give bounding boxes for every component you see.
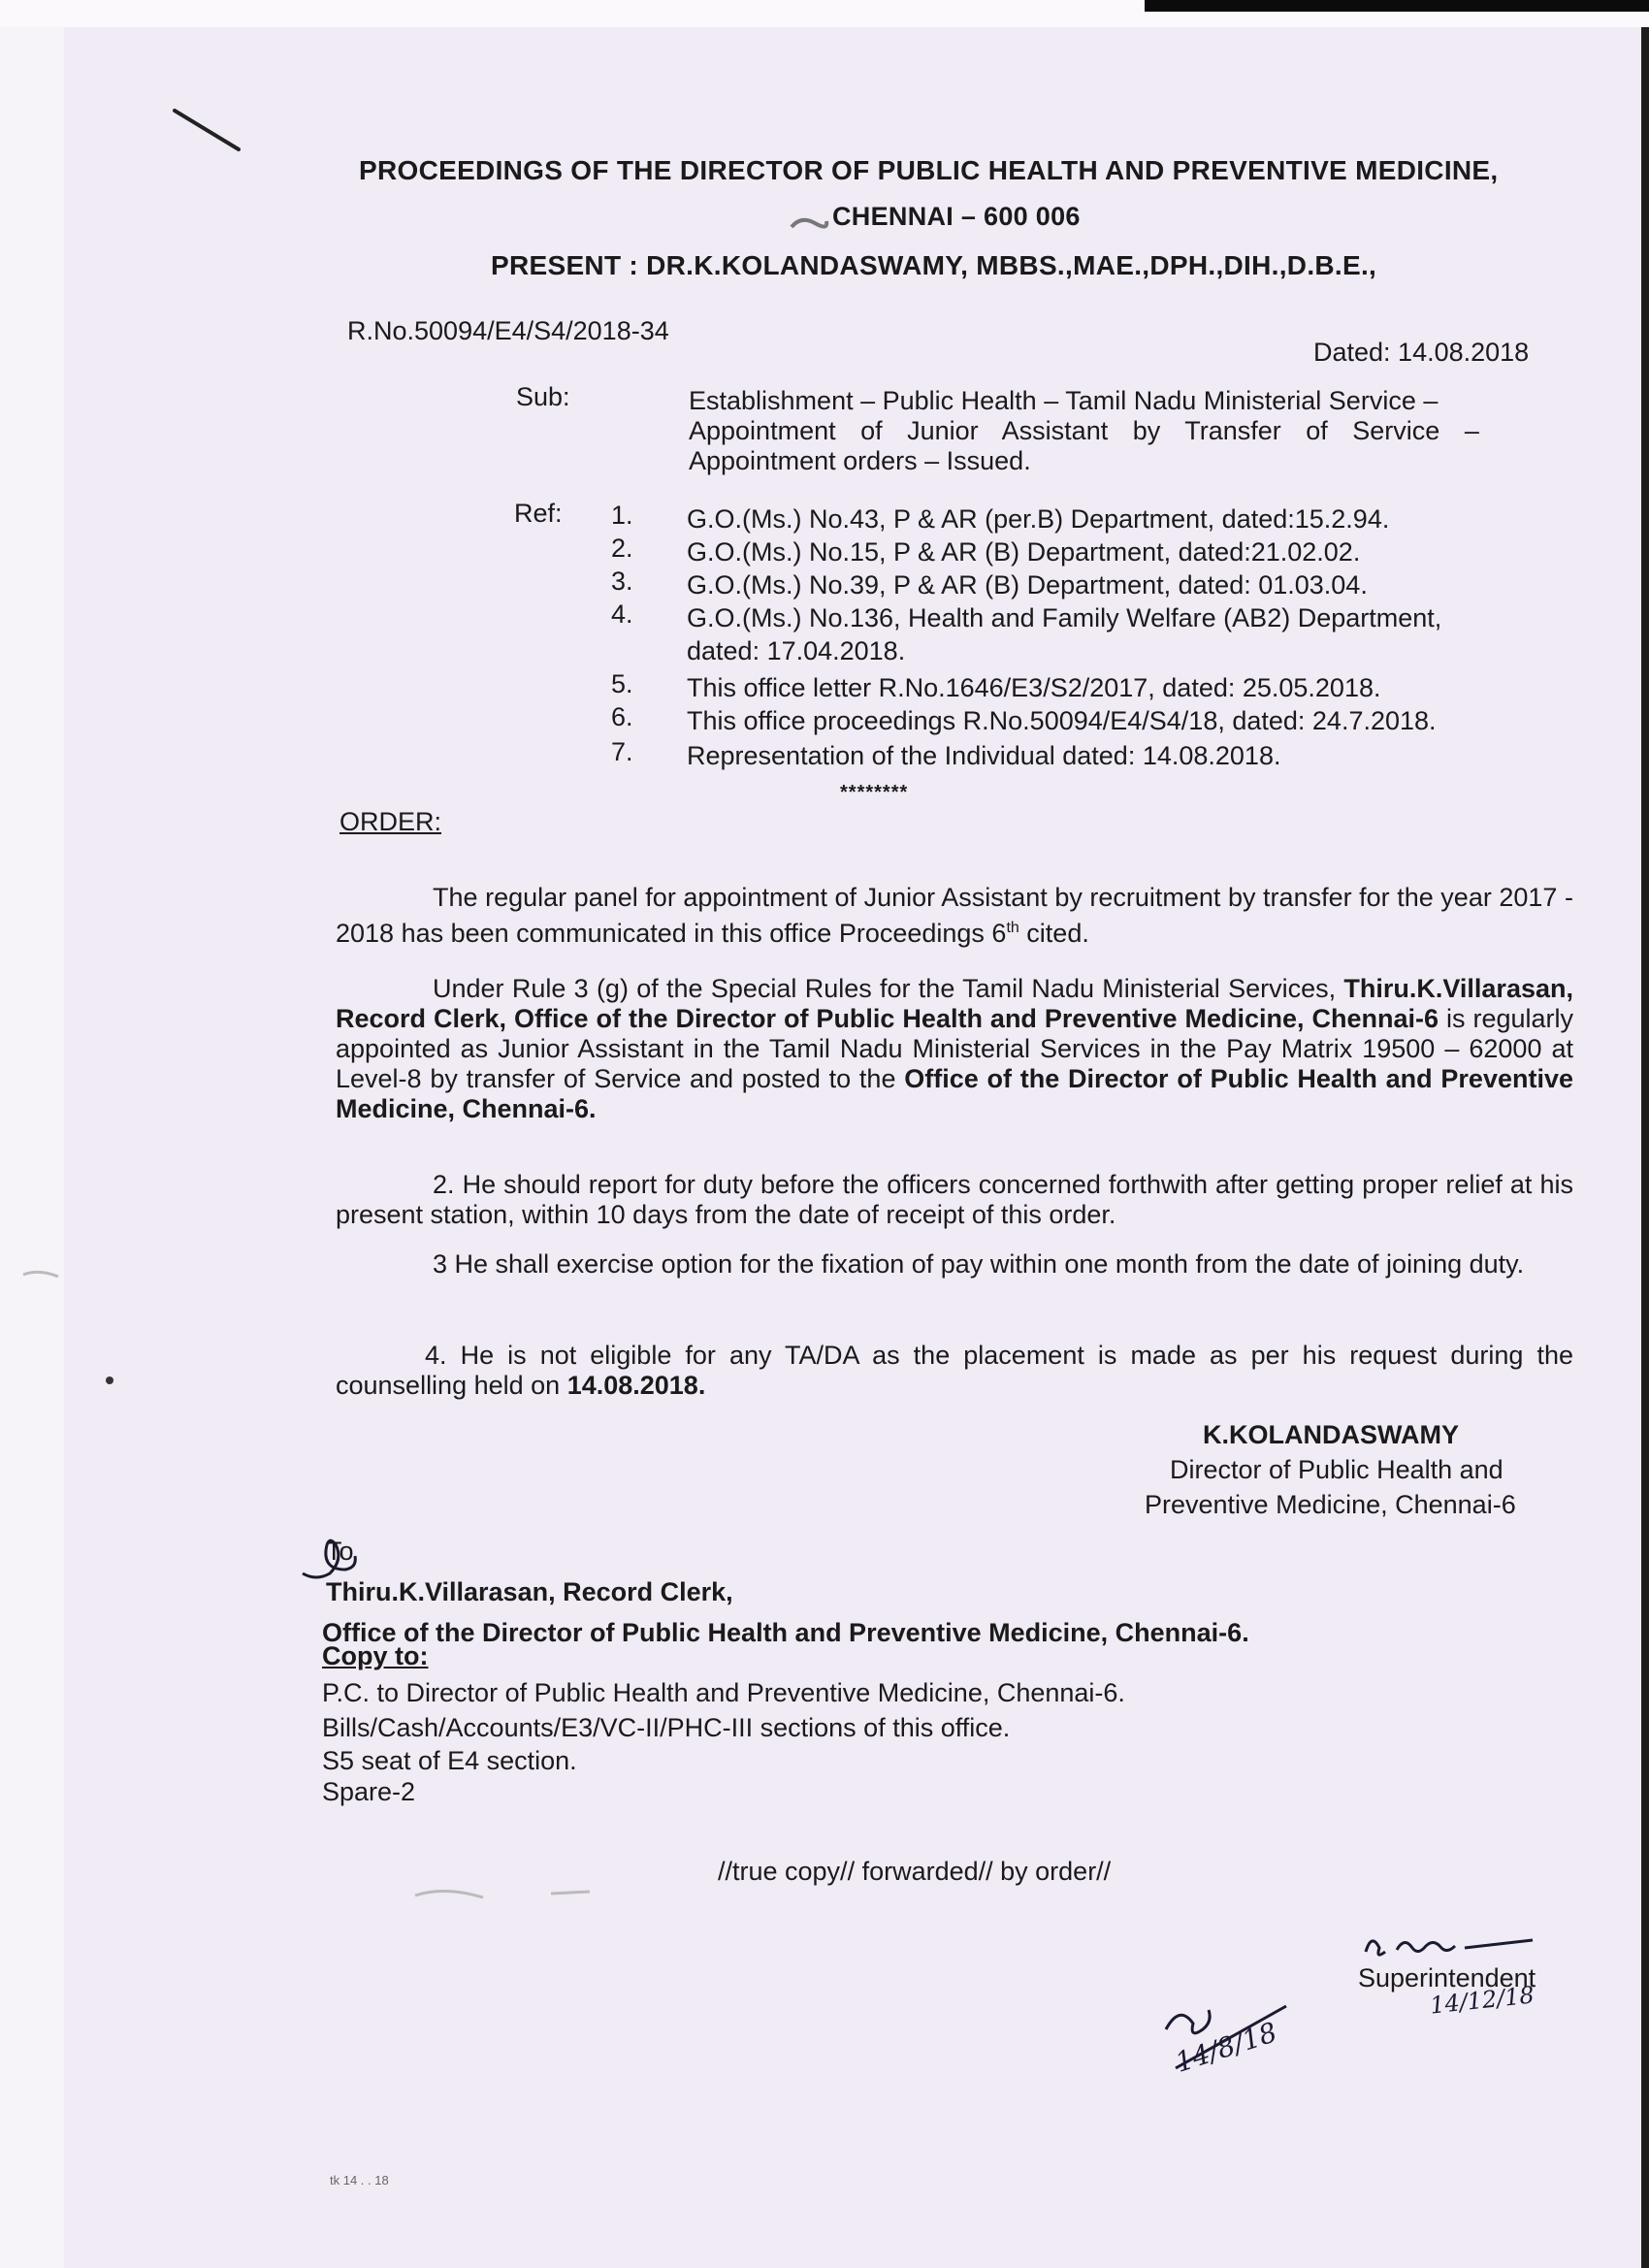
ref-num-2: 2.: [611, 534, 633, 563]
order-p2-text-mid: is regularly appointed as Junior Assistant in the Tamil Nadu Ministerial Services in the Pay Matrix 19500 – 62000 at Level-8 by transfer of Service and posted to the: [336, 1004, 1574, 1093]
true-copy-note: //true copy// forwarded// by order//: [718, 1857, 1112, 1886]
scan-left-border: [0, 27, 64, 2268]
recipient-office: Office of the Director of Public Health and Preventive Medicine, Chennai-6.: [322, 1618, 1249, 1647]
reference-number: R.No.50094/E4/S4/2018-34: [347, 316, 669, 345]
order-paragraph-3: 2. He should report for duty before the officers concerned forthwith after getting proper relief at his present station, within 10 days from the date of receipt of this order.: [336, 1170, 1573, 1229]
ref-text-7: Representation of the Individual dated: 14.08.2018.: [687, 741, 1281, 770]
order-p5-text: 4. He is not eligible for any TA/DA as the placement is made as per his request during the counselling held on: [336, 1341, 1573, 1400]
signatory-name: K.KOLANDASWAMY: [1203, 1420, 1459, 1449]
section-separator: ********: [840, 782, 909, 803]
proceedings-title-line1: PROCEEDINGS OF THE DIRECTOR OF PUBLIC HEALTH AND PREVENTIVE MEDICINE,: [359, 155, 1499, 185]
order-heading: ORDER:: [340, 807, 442, 836]
recipient-name: Thiru.K.Villarasan, Record Clerk,: [326, 1577, 733, 1606]
scan-dark-corner: [1145, 0, 1649, 12]
handwritten-date-initials: 14/8/18: [1171, 2016, 1281, 2079]
footer-file-mark: tk 14 . . 18: [330, 2173, 389, 2187]
ink-smudge-mark: [786, 208, 830, 237]
ref-text-1: G.O.(Ms.) No.43, P & AR (per.B) Department, dated:15.2.94.: [687, 504, 1390, 534]
order-p2-posting: Office of the Director of Public Health and Preventive Medicine, Chennai-6.: [336, 1064, 1573, 1123]
subject-text: [689, 386, 1562, 476]
copy-to-item-2: Bills/Cash/Accounts/E3/VC-II/PHC-III sections of this office.: [322, 1713, 1011, 1742]
subject-line-3: Appointment orders – Issued.: [689, 446, 1031, 475]
order-p2-appointee: Thiru.K.Villarasan, Record Clerk, Office of the Director of Public Health and Preventive Medicine, Chennai-6: [336, 974, 1573, 1033]
ref-num-4: 4.: [611, 599, 633, 629]
scan-right-edge: [1641, 27, 1649, 2268]
copy-to-item-4: Spare-2: [322, 1777, 416, 1806]
superintendent-title: Superintendent: [1358, 1963, 1536, 1993]
order-p1-text-end: cited.: [1018, 919, 1089, 948]
ref-text-2: G.O.(Ms.) No.15, P & AR (B) Department, dated:21.02.02.: [687, 537, 1361, 567]
order-p5-date: 14.08.2018.: [566, 1371, 706, 1400]
present-officer: PRESENT : DR.K.KOLANDASWAMY, MBBS.,MAE.,DPH.,DIH.,D.B.E.,: [491, 250, 1377, 280]
scan-speck: [19, 1261, 78, 1290]
subject-line-1: Establishment – Public Health – Tamil Nadu Ministerial Service –: [689, 386, 1439, 415]
order-paragraph-5: [336, 1341, 1573, 1401]
copy-to-item-1: P.C. to Director of Public Health and Preventive Medicine, Chennai-6.: [322, 1678, 1125, 1707]
document-date: Dated: 14.08.2018: [1313, 338, 1530, 367]
scan-dot: [103, 1374, 116, 1387]
order-p1-superscript: th: [1006, 920, 1019, 936]
order-paragraph-4: 3 He shall exercise option for the fixation of pay within one month from the date of joining duty.: [433, 1249, 1525, 1279]
pen-stroke-mark: [171, 105, 242, 155]
order-p2-text: Under Rule 3 (g) of the Special Rules for the Tamil Nadu Ministerial Services,: [433, 974, 1344, 1003]
order-paragraph-2: [336, 974, 1573, 1124]
reference-label: Ref:: [514, 499, 563, 528]
ref-num-6: 6.: [611, 702, 633, 731]
ref-num-7: 7.: [611, 737, 633, 766]
order-p1-text: The regular panel for appointment of Junior Assistant by recruitment by transfer for the year 2017 - 2018 has been communicated in this office Proceedings 6: [336, 883, 1573, 948]
signatory-designation-2: Preventive Medicine, Chennai-6: [1145, 1490, 1516, 1519]
faint-scan-mark: [405, 1880, 609, 1909]
ref-text-4: G.O.(Ms.) No.136, Health and Family Welfare (AB2) Department,: [687, 603, 1442, 632]
ref-num-5: 5.: [611, 669, 633, 698]
proceedings-title-line2: CHENNAI – 600 006: [832, 202, 1081, 231]
ref-text-6: This office proceedings R.No.50094/E4/S4/18, dated: 24.7.2018.: [687, 706, 1437, 735]
copy-to-item-3: S5 seat of E4 section.: [322, 1746, 577, 1775]
order-paragraph-1: [336, 883, 1573, 949]
ref-text-3: G.O.(Ms.) No.39, P & AR (B) Department, dated: 01.03.04.: [687, 570, 1368, 599]
ref-text-4-cont: dated: 17.04.2018.: [687, 636, 906, 665]
to-label: To: [326, 1537, 354, 1566]
signatory-designation-1: Director of Public Health and: [1170, 1455, 1504, 1484]
ref-num-1: 1.: [611, 501, 633, 530]
ref-num-3: 3.: [611, 567, 633, 596]
subject-line-2: Appointment of Junior Assistant by Transfer of Service –: [689, 416, 1479, 445]
subject-label: Sub:: [516, 382, 570, 411]
handwritten-date-superintendent: 14/12/18: [1428, 1981, 1536, 2020]
ref-text-5: This office letter R.No.1646/E3/S2/2017, dated: 25.05.2018.: [687, 673, 1381, 702]
copy-to-heading: Copy to:: [322, 1641, 429, 1670]
